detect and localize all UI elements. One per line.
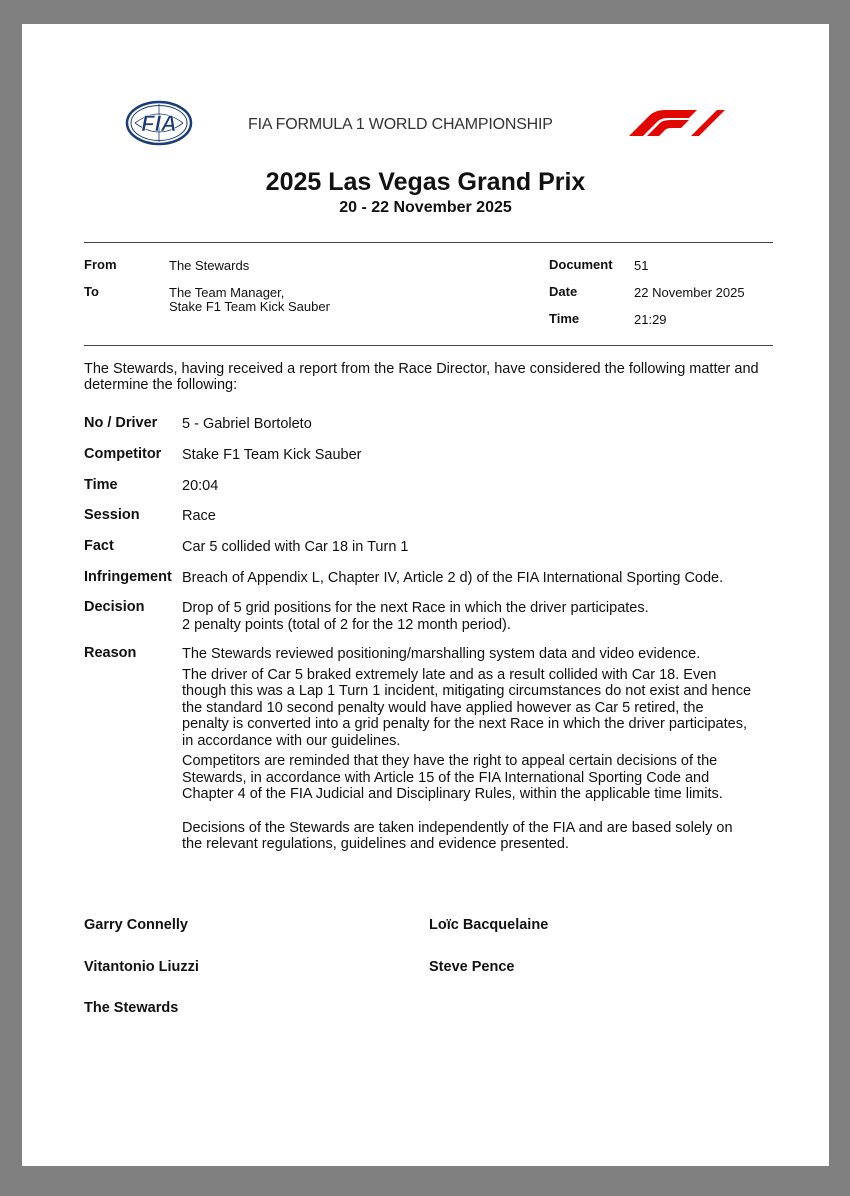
reason-paragraph-1: The Stewards reviewed positioning/marshalling system data and video evidence.	[182, 646, 701, 662]
document-page	[22, 24, 829, 1166]
steward-signature-3: Vitantonio Liuzzi	[84, 959, 199, 975]
competitor-value: Stake F1 Team Kick Sauber	[182, 447, 362, 463]
fact-label: Fact	[84, 538, 114, 554]
driver-value: 5 - Gabriel Bortoleto	[182, 416, 312, 432]
decision-line-2: 2 penalty points (total of 2 for the 12 month period).	[182, 616, 511, 633]
event-title	[22, 168, 829, 197]
stewards-footer: The Stewards	[84, 1000, 179, 1016]
date-label: Date	[549, 284, 578, 299]
reason-paragraph-2: The driver of Car 5 braked extremely late and as a result collided with Car 18. Even though this was a Lap 1 Turn 1 incident, mitigating circumstances do not exist and hence the standard 10 second penalty would have applied however as Car 5 retired, the penalty is converted into a grid penalty for the next Race in which the driver participates, in accordance with our guidelines.	[182, 666, 752, 749]
decision-value	[182, 600, 772, 633]
time-value: 21:29	[634, 312, 667, 327]
intro-text: The Stewards, having received a report from the Race Director, have considered the following matter and determine the following:	[84, 361, 759, 393]
event-name: Las Vegas Grand Prix	[328, 168, 586, 196]
reason-paragraph-3: Competitors are reminded that they have the right to appeal certain decisions of the Stewards, in accordance with Article 15 of the FIA International Sporting Code and Chapter 4 of the FIA Judicial and Disciplinary Rules, within the applicable time limits.	[182, 753, 723, 802]
date-value: 22 November 2025	[634, 285, 745, 300]
steward-signature-4: Steve Pence	[429, 959, 515, 975]
time-label: Time	[549, 311, 580, 326]
svg-text:FIA: FIA	[141, 111, 177, 136]
infringement-label: Infringement	[84, 569, 172, 585]
steward-signature-1: Garry Connelly	[84, 917, 188, 933]
session-label: Session	[84, 507, 140, 523]
document-label: Document	[549, 257, 613, 272]
event-dates: 20 - 22 November 2025	[339, 199, 512, 216]
event-year: 2025	[265, 168, 322, 196]
document-value: 51	[634, 258, 649, 273]
to-line-2: Stake F1 Team Kick Sauber	[169, 299, 330, 314]
bottom-divider	[84, 345, 773, 346]
reason-value	[182, 646, 772, 853]
championship-title: FIA FORMULA 1 WORLD CHAMPIONSHIP	[248, 116, 553, 133]
decision-label: Decision	[84, 599, 145, 615]
decision-line-1: Drop of 5 grid positions for the next Race in which the driver participates.	[182, 600, 649, 616]
session-value: Race	[182, 508, 216, 524]
driver-label: No / Driver	[84, 415, 158, 431]
reason-paragraph-4: Decisions of the Stewards are taken independently of the FIA and are based solely on the relevant regulations, guidelines and evidence presented.	[182, 819, 733, 852]
f1-logo-icon	[627, 110, 725, 136]
to-line-1: The Team Manager,	[169, 285, 285, 300]
fact-value: Car 5 collided with Car 18 in Turn 1	[182, 539, 409, 555]
incident-time-value: 20:04	[182, 478, 219, 494]
top-divider	[84, 242, 773, 243]
steward-signature-2: Loïc Bacquelaine	[429, 917, 549, 933]
infringement-value: Breach of Appendix L, Chapter IV, Article 2 d) of the FIA International Sporting Code.	[182, 570, 724, 586]
incident-time-label: Time	[84, 477, 118, 493]
competitor-label: Competitor	[84, 446, 162, 462]
to-label: To	[84, 284, 99, 299]
fia-logo-icon	[125, 100, 193, 146]
from-label: From	[84, 257, 117, 272]
reason-label: Reason	[84, 645, 137, 661]
from-value: The Stewards	[169, 258, 250, 273]
